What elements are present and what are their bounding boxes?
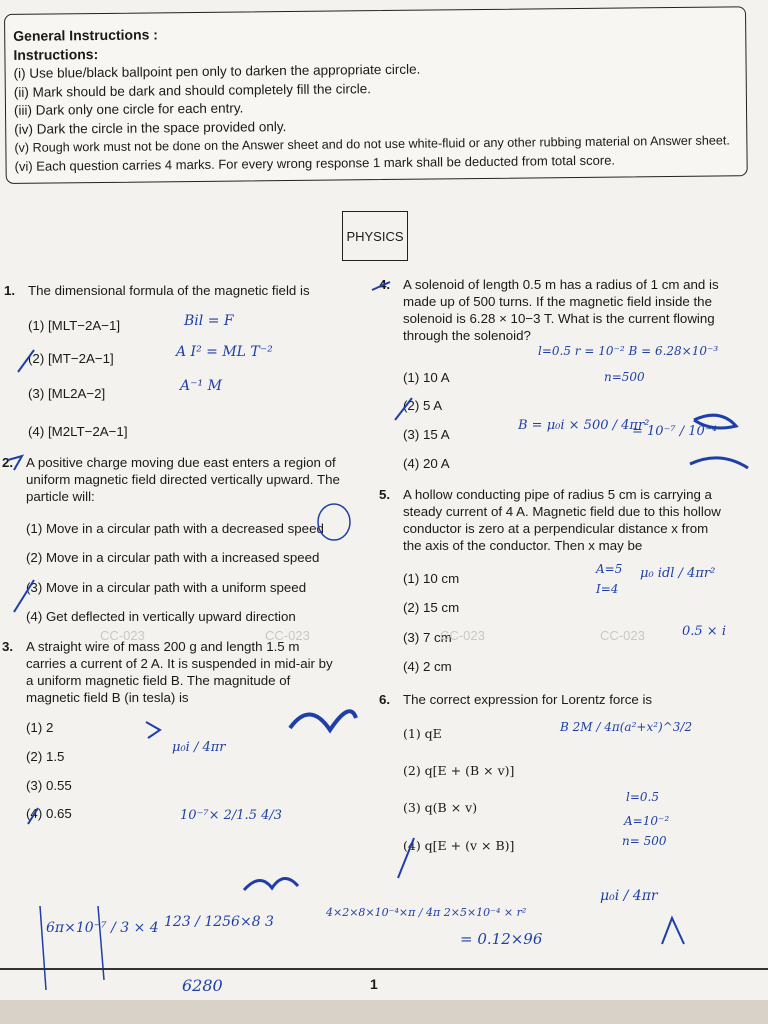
option[interactable]: (1) 10 A <box>403 370 450 385</box>
instruction-item: (i) Use blue/black ballpoint pen only to darken the appropriate circle. <box>13 61 421 81</box>
option[interactable]: (1) Move in a circular path with a decreased speed <box>26 521 324 536</box>
handwritten-note: A=5 <box>596 562 623 576</box>
question-number: 4. <box>379 277 391 292</box>
question-stem: The dimensional formula of the magnetic field is <box>28 283 310 298</box>
instruction-item: (ii) Mark should be dark and should completely fill the circle. <box>13 80 372 100</box>
option[interactable]: (1) 10 cm <box>403 571 460 586</box>
option[interactable]: (2) 15 cm <box>403 600 460 615</box>
footer-rule <box>0 968 768 970</box>
handwritten-note: μ₀ idl / 4πr² <box>640 566 716 581</box>
question-stem: A positive charge moving due east enters a region of uniform magnetic field directed vertically upward. The particle will: <box>26 455 340 504</box>
tick-mark <box>28 808 38 824</box>
instruction-item: (iv) Dark the circle in the space provided only. <box>14 118 287 137</box>
scribble <box>318 504 350 540</box>
option[interactable]: (1) [MLT−2A−1] <box>28 318 121 333</box>
option[interactable]: (1) qE <box>403 726 442 741</box>
option[interactable]: (2) Move in a circular path with a increased speed <box>26 550 320 565</box>
question-stem: A hollow conducting pipe of radius 5 cm is carrying a steady current of 4 A. Magnetic field due to this hollow conductor is zero at a perpendicular distance x from the axis of the conductor. Then x may be <box>403 487 721 553</box>
handwritten-note: 123 / 1256×8 3 <box>164 914 274 930</box>
question-stem: A straight wire of mass 200 g and length 1.5 m carries a current of 2 A. It is suspended in mid-air by a uniform magnetic field B. The magnitude of magnetic field B (in tesla) is <box>26 639 333 705</box>
scribble <box>690 458 748 468</box>
handwritten-note: 6280 <box>182 976 223 995</box>
handwritten-note: A I² = ML T⁻² <box>176 344 273 360</box>
option[interactable]: (4) 2 cm <box>403 659 452 674</box>
question-stem: A solenoid of length 0.5 m has a radius of 1 cm and is made up of 500 turns. If the magnetic field inside the solenoid is 6.28 × 10−3 T. What is the current flowing through the solenoid? <box>403 277 719 343</box>
instructions-heading: Instructions: <box>13 46 99 63</box>
option[interactable]: (2) 5 A <box>403 398 443 413</box>
tick-mark <box>395 398 412 420</box>
option[interactable]: (3) q(B × v) <box>403 800 478 815</box>
instruction-item: (v) Rough work must not be done on the Answer sheet and do not use white-fluid or any other rubbing material on Answer sheet. <box>14 133 730 155</box>
option[interactable]: (2) q[E + (B × v)] <box>403 763 515 778</box>
instruction-item: (vi) Each question carries 4 marks. For every wrong response 1 mark shall be deducted from total score. <box>14 152 616 174</box>
section-title: PHYSICS <box>346 228 404 244</box>
option[interactable]: (1) 2 <box>26 720 54 735</box>
tick-mark <box>14 580 34 612</box>
handwritten-note: A⁻¹ M <box>180 378 222 394</box>
handwritten-note: I=4 <box>596 582 619 596</box>
option[interactable]: (2) 1.5 <box>26 749 65 764</box>
handwritten-note: 4×2×8×10⁻⁴×π / 4π 2×5×10⁻⁴ × r² <box>326 906 527 919</box>
option[interactable]: (3) Move in a circular path with a uniform speed <box>26 580 307 595</box>
watermark: CC-023 <box>600 628 645 643</box>
scribble <box>662 918 684 944</box>
handwritten-note: μ₀i / 4πr <box>600 888 658 904</box>
general-instructions-title: General Instructions : <box>13 26 159 44</box>
question-number: 2. <box>2 455 14 470</box>
watermark: CC-023 <box>100 628 145 643</box>
handwritten-note: n= 500 <box>622 834 667 848</box>
option[interactable]: (4) 0.65 <box>26 806 72 821</box>
question-number: 5. <box>379 487 391 502</box>
scribble <box>290 711 356 730</box>
option[interactable]: (3) 0.55 <box>26 778 72 793</box>
handwritten-note: B 2M / 4π(a²+x²)^3/2 <box>560 720 693 734</box>
question-number: 6. <box>379 692 391 707</box>
option[interactable]: (3) 15 A <box>403 427 450 442</box>
scribble <box>244 878 298 890</box>
watermark: CC-023 <box>440 628 485 643</box>
handwritten-note: 0.5 × i <box>682 624 726 639</box>
handwritten-note: = 0.12×96 <box>460 930 543 948</box>
tick-mark <box>372 282 390 290</box>
handwritten-note: B = μ₀i × 500 / 4πr² <box>518 418 650 433</box>
handwritten-note: μ₀i / 4πr <box>172 740 226 755</box>
question-number: 1. <box>4 283 16 298</box>
page-edge <box>0 1000 768 1024</box>
handwritten-note: l=0.5 r = 10⁻² B = 6.28×10⁻³ <box>538 344 719 358</box>
tick-mark <box>8 456 22 470</box>
tick-mark <box>18 350 34 372</box>
watermark: CC-023 <box>265 628 310 643</box>
option[interactable]: (4) q[E + (v × B)] <box>403 838 515 853</box>
handwritten-note: l=0.5 <box>626 790 659 804</box>
question-number: 3. <box>2 639 14 654</box>
option[interactable]: (3) [ML2A−2] <box>28 386 106 401</box>
handwritten-note: n=500 <box>604 370 645 384</box>
option[interactable]: (4) [M2LT−2A−1] <box>28 424 128 439</box>
option[interactable]: (2) [MT−2A−1] <box>28 351 114 366</box>
handwritten-note: A=10⁻² <box>624 814 670 828</box>
scribble <box>40 906 46 990</box>
option[interactable]: (4) Get deflected in vertically upward direction <box>26 609 296 624</box>
handwritten-note: Bil = F <box>184 313 234 329</box>
instruction-item: (iii) Dark only one circle for each entry. <box>13 100 244 118</box>
question-stem: The correct expression for Lorentz force is <box>403 692 653 707</box>
option[interactable]: (3) 7 cm <box>403 630 452 645</box>
handwritten-note: 6π×10⁻⁷ / 3 × 4 <box>46 920 159 936</box>
scribble <box>146 722 160 738</box>
page-number: 1 <box>370 976 378 992</box>
tick-mark <box>398 838 414 878</box>
handwritten-note: 10⁻⁷× 2/1.5 4/3 <box>180 808 283 823</box>
handwritten-note: = 10⁻⁷ / 10⁻⁴ <box>632 424 717 439</box>
option[interactable]: (4) 20 A <box>403 456 450 471</box>
